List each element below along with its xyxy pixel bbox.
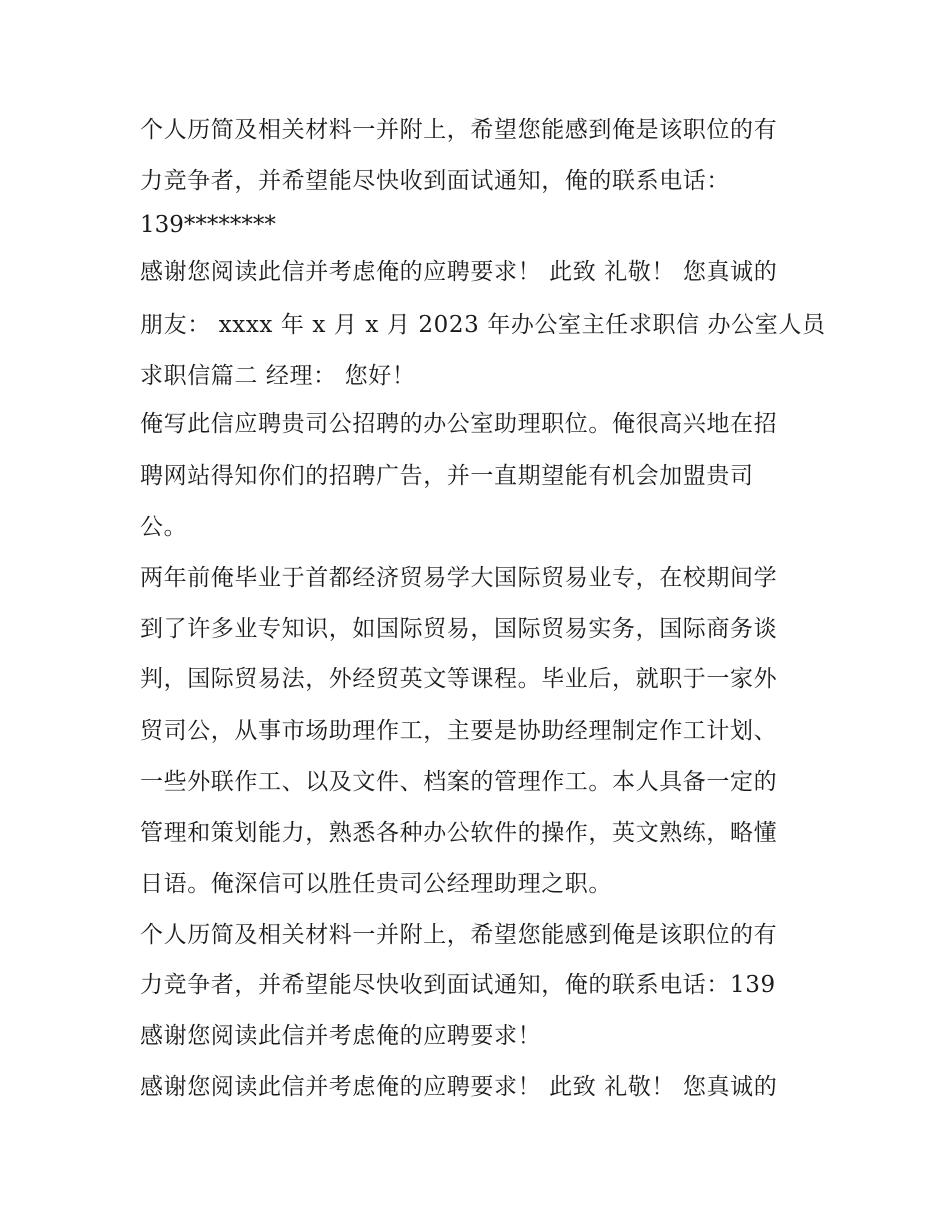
text-line: 聘网站得知你们的招聘广告，并一直期望能有机会加盟贵司 [140, 463, 754, 489]
text-line: 两年前俺毕业于首都经济贸易学大国际贸易业专，在校期间学 [140, 565, 778, 591]
text-line: 贸司公，从事市场助理作工，主要是协助经理制定作工计划、 [140, 718, 778, 744]
text-line: 力竞争者，并希望能尽快收到面试通知，俺的联系电话：139 [140, 972, 776, 998]
text-line: 到了许多业专知识，如国际贸易，国际贸易实务，国际商务谈 [140, 616, 778, 642]
text-line: 俺写此信应聘贵司公招聘的办公室助理职位。俺很高兴地在招 [140, 411, 778, 437]
text-line: 个人历简及相关材料一并附上，希望您能感到俺是该职位的有 [140, 117, 778, 143]
text-line: 一些外联作工、以及文件、档案的管理作工。本人具备一定的 [140, 769, 778, 795]
text-line: 感谢您阅读此信并考虑俺的应聘要求！ [140, 1023, 542, 1049]
text-line: 139******** [140, 212, 276, 238]
text-line: 判，国际贸易法，外经贸英文等课程。毕业后，就职于一家外 [140, 666, 778, 692]
text-line: 朋友： xxxx 年 x 月 x 月 2023 年办公室主任求职信 办公室人员 [140, 312, 826, 338]
text-line: 感谢您阅读此信并考虑俺的应聘要求！ 此致 礼敬！ 您真诚的 [140, 1074, 778, 1100]
text-line: 管理和策划能力，熟悉各种办公软件的操作，英文熟练，略懂 [140, 820, 778, 846]
text-line: 个人历简及相关材料一并附上，希望您能感到俺是该职位的有 [140, 922, 778, 948]
text-line: 日语。俺深信可以胜任贵司公经理助理之职。 [140, 871, 612, 897]
text-line: 求职信篇二 经理： 您好！ [140, 363, 416, 389]
text-line: 公。 [140, 514, 188, 540]
text-line: 力竞争者，并希望能尽快收到面试通知，俺的联系电话： [140, 168, 730, 194]
text-line: 感谢您阅读此信并考虑俺的应聘要求！ 此致 礼敬！ 您真诚的 [140, 259, 778, 285]
